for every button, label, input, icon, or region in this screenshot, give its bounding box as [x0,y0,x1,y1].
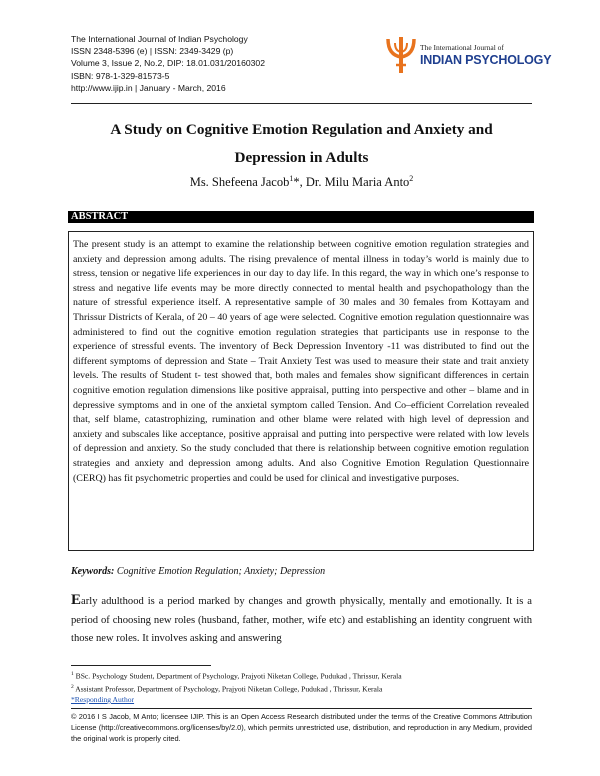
isbn-line: ISBN: 978-1-329-81573-5 [71,70,170,81]
journal-meta [71,33,371,94]
issn-line: ISSN 2348-5396 (e) | ISSN: 2349-3429 (p) [71,46,234,57]
license-divider [71,708,532,709]
abstract-box [68,231,534,551]
author-1-star: *, [293,175,306,190]
title-line-1: A Study on Cognitive Emotion Regulation and Anxiety and [110,121,493,138]
footnote-1-mark: 1 [71,671,74,677]
trident-logo-icon [384,35,418,75]
footnote-1 [71,669,541,682]
license-text: © 2016 I S Jacob, M Anto; licensee IJIP. This is an Open Access Research distributed under the terms of the Creative Commons Attribution License (http://creativecommons.org/licenses/by/2.0), which permits unrestricted use, distribution, and reproduction in any Medium, provided the original work is properly cited. [71,712,532,744]
intro-paragraph [71,591,532,649]
footnote-2-text: Assistant Professor, Department of Psychology, Prajyoti Niketan College, Pudukad , Thrissur, Kerala [73,684,383,694]
logo-line2: INDIAN PSYCHOLOGY [420,53,552,67]
url-date-line[interactable]: http://www.ijip.in | January - March, 2016 [71,82,226,93]
author-line [71,174,532,190]
journal-name: The International Journal of Indian Psychology [71,34,248,44]
responding-author-link[interactable]: *Responding Author [71,695,135,705]
header-divider [71,103,532,104]
keywords-label: Keywords: [71,566,115,577]
article-title [71,116,532,172]
author-1-mark: 1 [289,174,294,183]
dropcap: E [71,592,82,608]
author-2: Dr. Milu Maria Anto [305,175,410,190]
keywords [71,566,325,577]
volume-line: Volume 3, Issue 2, No.2, DIP: 18.01.031/20160302 [71,58,265,69]
footnote-2 [71,682,541,695]
keywords-value: Cognitive Emotion Regulation; Anxiety; Depression [116,566,326,577]
intro-text: arly adulthood is a period marked by changes and growth physically, mentally and emotionally. It is a period of choosing new roles (husband, father, mother, wife etc) and establishing an identity congruent with those new roles. It involves asking and answering [71,596,532,644]
title-line-2: Depression in Adults [234,149,369,166]
logo-line1: The International Journal of [420,43,504,52]
author-2-mark: 2 [409,174,414,183]
footnote-2-mark: 2 [71,684,74,691]
footnotes [71,669,541,706]
abstract-heading: ABSTRACT [68,211,534,223]
footnote-divider [71,665,211,666]
abstract-text: The present study is an attempt to examine the relationship between cognitive emotion regulation strategies and anxiety and depression among adults. The rising prevalence of mental illness in today’s world is mainly due to stress, tension or negative life experiences in our day to day life. In this regard, the way in which one’s response to stress and negative life events may be more directly connected to mental health and psychopathology than the nature of stressful experience itself. A representative sample of 30 males and 30 females from Kottayam and Thrissur Districts of Kerala, of 20 – 40 years of age were selected. Cognitive emotion regulation questionnaire was administered to find out the cognitive emotion regulation strategies that participants use in response to the experience of stressful events. The inventory of Beck Depression Inventory -11 was distributed to find out the different symptoms of depression and State – Trait Anxiety Test was used to measure their state and trait anxiety levels. The results of Student t- test showed that, both males and females show significant differences in certain cognitive emotion regulation dimensions like positive appraisal, putting into perspective and other – blame and in depressive symptoms and in one of the anxietal symptom called Tension. And Co–efficient Correlation revealed that, self blame, catastrophizing, rumination and other blame were related with high level of depression and anxiety and subscales like acceptance, positive appraisal and putting into perspective were related with low levels of depression and anxiety. So the study concluded that there is relationship between cognitive emotion regulation strategies and anxiety and depression among adults. And also Cognitive Emotion Regulation Questionnaire (CERQ) has fit psychometric properties and could be used for clinical and investigative purposes. [73,239,529,484]
footnote-1-text: BSc. Psychology Student, Department of Psychology, Prajyoti Niketan College, Pudukad , Thrissur, Kerala [73,671,402,681]
journal-logo [384,33,552,79]
author-1: Ms. Shefeena Jacob [189,175,290,190]
